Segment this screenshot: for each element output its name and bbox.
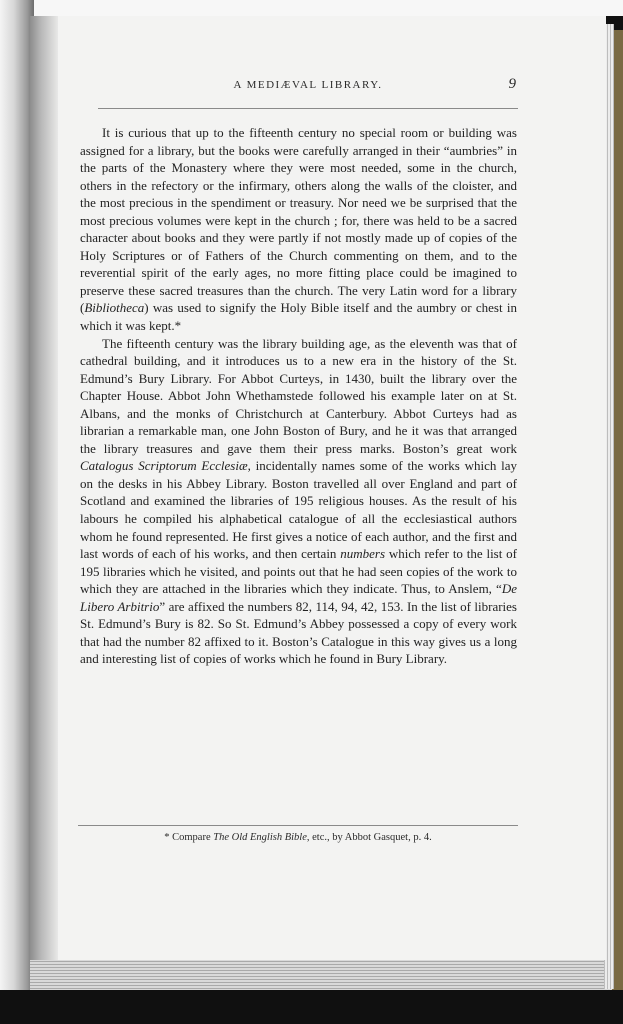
scan-bottom-edge	[0, 990, 623, 1024]
book-binding-shadow	[0, 0, 34, 1024]
paragraph-2-italic-numbers: numbers	[340, 546, 386, 562]
paragraph-2-text-a: The fifteenth century was the library building age, as the eleventh was that of cathedral building, and it introduces us to a new era in the history of the St. Edmund’s Bury Library. For Abbot Curteys, in 1430, built the library over the Chapter House. Abbot John Whethamstede followed his example later on at St. Albans, and the monks of Christchurch at Canterbury. Abbot Curteys had as librarian a remarkable man, one John Boston of Bury, and he it was that arranged the library treasures and gave them their press marks. Boston’s great work	[80, 335, 517, 456]
footnote-text-b: , etc., by Abbot Gasquet, p. 4.	[306, 832, 432, 843]
page-number: 9	[508, 76, 516, 92]
footnote	[78, 832, 518, 843]
paragraph-2-italic-de-libero: De Libero Arbitrio	[80, 581, 517, 614]
paragraph-2-text-c: which refer to the list of 195 libraries which he visited, and points out that he had seen copies of the work to which they are attached in the libraries which they indicate. Thus, to Anslem, “	[80, 546, 518, 597]
paragraph-1-text-b: ) was used to signify the Holy Bible itself and the aumbry or chest in which it was kept.*	[80, 300, 517, 334]
paragraph-1-italic-bibliotheca: Bibliotheca	[84, 300, 145, 316]
footnote-rule	[78, 825, 518, 826]
paragraph-1	[80, 124, 517, 335]
header-rule	[98, 108, 518, 109]
paragraph-1-text-a: It is curious that up to the fifteenth century no special room or building was assigned for a library, but the books were carefully arranged in their “aumbries” in the parts of the Monastery where they were most needed, some in the church, others in the refectory or the infirmary, others along the walls of the cloister, and the most precious in the spendiment or treasury. Nor need we be surprised that the most precious volumes were kept in the church ; for, there was held to be a sacred character about books and they were partly if not mostly made up of copies of the Holy Scriptures or of Fathers of the Church commenting on them, and to the reverential spirit of the early ages, no more fitting place could be imagined to preserve these sacred treasures than the church. The very Latin word for a library (	[80, 125, 517, 316]
page-gutter-shadow	[30, 16, 58, 960]
scan-top-margin	[0, 0, 623, 16]
paragraph-2	[80, 335, 517, 668]
footnote-text-a: * Compare	[164, 832, 214, 843]
paragraph-2-text-d: ” are affixed the numbers 82, 114, 94, 42, 153. In the list of libraries St. Edmund’s Bury is 82. So St. Edmund’s Abbey possessed a copy of every work that had the number 82 affixed to it. Boston’s Catalogue in this way gives us a long and interesting list of copies of works which he found in Bury Library.	[80, 598, 517, 667]
paragraph-2-text-b: , incidentally names some of the works which lay on the desks in his Abbey Library. Boston travelled all over England and part of Scotland and examined the libraries of 195 religious houses. As the result of his labours he compiled his alphabetical catalogue of all the ecclesiastical authors whom he found represented. He first gives a notice of each author, and the first and last words of each of his works, and then certain	[80, 458, 517, 562]
page-header	[100, 76, 516, 101]
paragraph-2-italic-catalogus: Catalogus Scriptorum Ecclesiæ	[80, 458, 248, 474]
running-title: A MEDIÆVAL LIBRARY.	[233, 79, 383, 91]
footnote-italic-title: The Old English Bible	[213, 832, 307, 843]
body-text	[80, 124, 517, 668]
